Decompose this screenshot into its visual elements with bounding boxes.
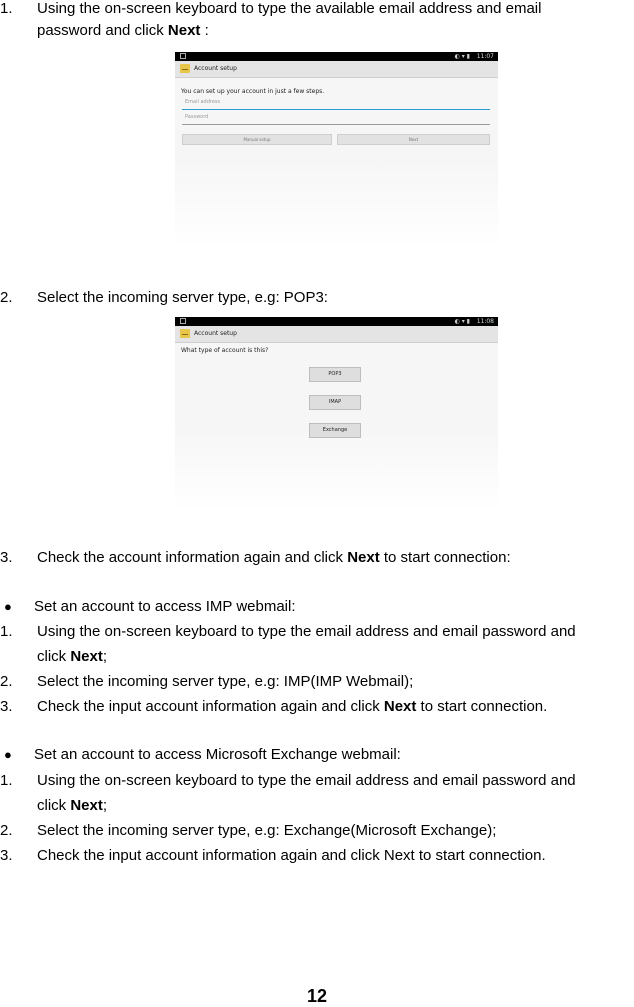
- account-setup-screenshot: [175, 52, 498, 247]
- exchange-step-1-text-cont: click: [37, 797, 71, 814]
- account-type-screenshot: [175, 317, 498, 512]
- step-2-number: 2.: [0, 289, 13, 306]
- setup-heading: You can set up your account in just a few steps.: [181, 88, 325, 95]
- next-button[interactable]: Next: [337, 134, 490, 145]
- action-bar-title: Account setup: [194, 330, 237, 337]
- status-time: 11:08: [476, 318, 494, 325]
- account-type-question: What type of account is this?: [181, 347, 269, 354]
- email-app-icon: [180, 64, 190, 73]
- exchange-step-1-number: 1.: [0, 772, 13, 789]
- exchange-step-1-text-end: ;: [102, 797, 108, 814]
- imap-step-1-number: 1.: [0, 623, 13, 640]
- step-3-text-end: to start connection:: [379, 549, 511, 566]
- imap-step-2-number: 2.: [0, 673, 13, 690]
- action-bar: [175, 61, 498, 78]
- bullet-icon: ●: [4, 747, 12, 762]
- next-keyword: Next: [347, 549, 380, 566]
- exchange-heading: Set an account to access Microsoft Exchange webmail:: [34, 746, 401, 763]
- step-3-text: Check the account information again and click: [37, 549, 348, 566]
- exchange-step-3-text: Check the input account information again and click Next to start connection.: [37, 847, 546, 864]
- password-placeholder: Password: [185, 114, 209, 120]
- imap-step-3-text: Check the input account information again and click: [37, 698, 384, 715]
- imap-step-3-text-end: to start connection.: [416, 698, 548, 715]
- next-keyword: Next: [167, 22, 201, 39]
- imap-step-2-text: Select the incoming server type, e.g: IMP(IMP Webmail);: [37, 673, 414, 690]
- exchange-step-3-number: 3.: [0, 847, 13, 864]
- exchange-step-1-text: Using the on-screen keyboard to type the email address and email password and: [37, 772, 576, 789]
- wifi-battery-icons: ◐ ▾ ▮: [454, 318, 470, 325]
- step-1-text-end: :: [200, 22, 209, 39]
- wifi-battery-icons: ◐ ▾ ▮: [454, 53, 470, 60]
- exchange-button[interactable]: Exchange: [309, 423, 361, 438]
- next-keyword: Next: [70, 648, 103, 665]
- step-1-number: 1.: [0, 0, 13, 17]
- manual-setup-button[interactable]: Manual setup: [182, 134, 332, 145]
- next-keyword: Next: [70, 797, 103, 814]
- step-2-text: Select the incoming server type, e.g: POP3:: [37, 289, 328, 306]
- status-bar: [175, 317, 498, 326]
- page-number: 12: [306, 986, 328, 1006]
- step-3-number: 3.: [0, 549, 13, 566]
- imap-step-3-number: 3.: [0, 698, 13, 715]
- status-bar: [175, 52, 498, 61]
- step-1-text: Using the on-screen keyboard to type the available email address and email: [37, 0, 542, 17]
- email-field[interactable]: [182, 98, 490, 110]
- password-field[interactable]: [182, 113, 490, 125]
- exchange-step-2-text: Select the incoming server type, e.g: Exchange(Microsoft Exchange);: [37, 822, 497, 839]
- action-bar: [175, 326, 498, 343]
- imap-heading: Set an account to access IMP webmail:: [34, 598, 296, 615]
- action-bar-title: Account setup: [194, 65, 237, 72]
- imap-button[interactable]: IMAP: [309, 395, 361, 410]
- notification-icon: [180, 53, 186, 59]
- imap-step-1-text-end: ;: [102, 648, 108, 665]
- next-keyword: Next: [383, 698, 417, 715]
- email-placeholder: Email address: [185, 99, 221, 105]
- imap-step-1-text: Using the on-screen keyboard to type the email address and email password and: [37, 623, 576, 640]
- notification-icon: [180, 318, 186, 324]
- step-1-text-cont: password and click: [37, 22, 168, 39]
- exchange-step-2-number: 2.: [0, 822, 13, 839]
- imap-step-1-text-cont: click: [37, 648, 71, 665]
- status-time: 11:07: [476, 53, 494, 60]
- email-app-icon: [180, 329, 190, 338]
- pop3-button[interactable]: POP3: [309, 367, 361, 382]
- bullet-icon: ●: [4, 599, 12, 614]
